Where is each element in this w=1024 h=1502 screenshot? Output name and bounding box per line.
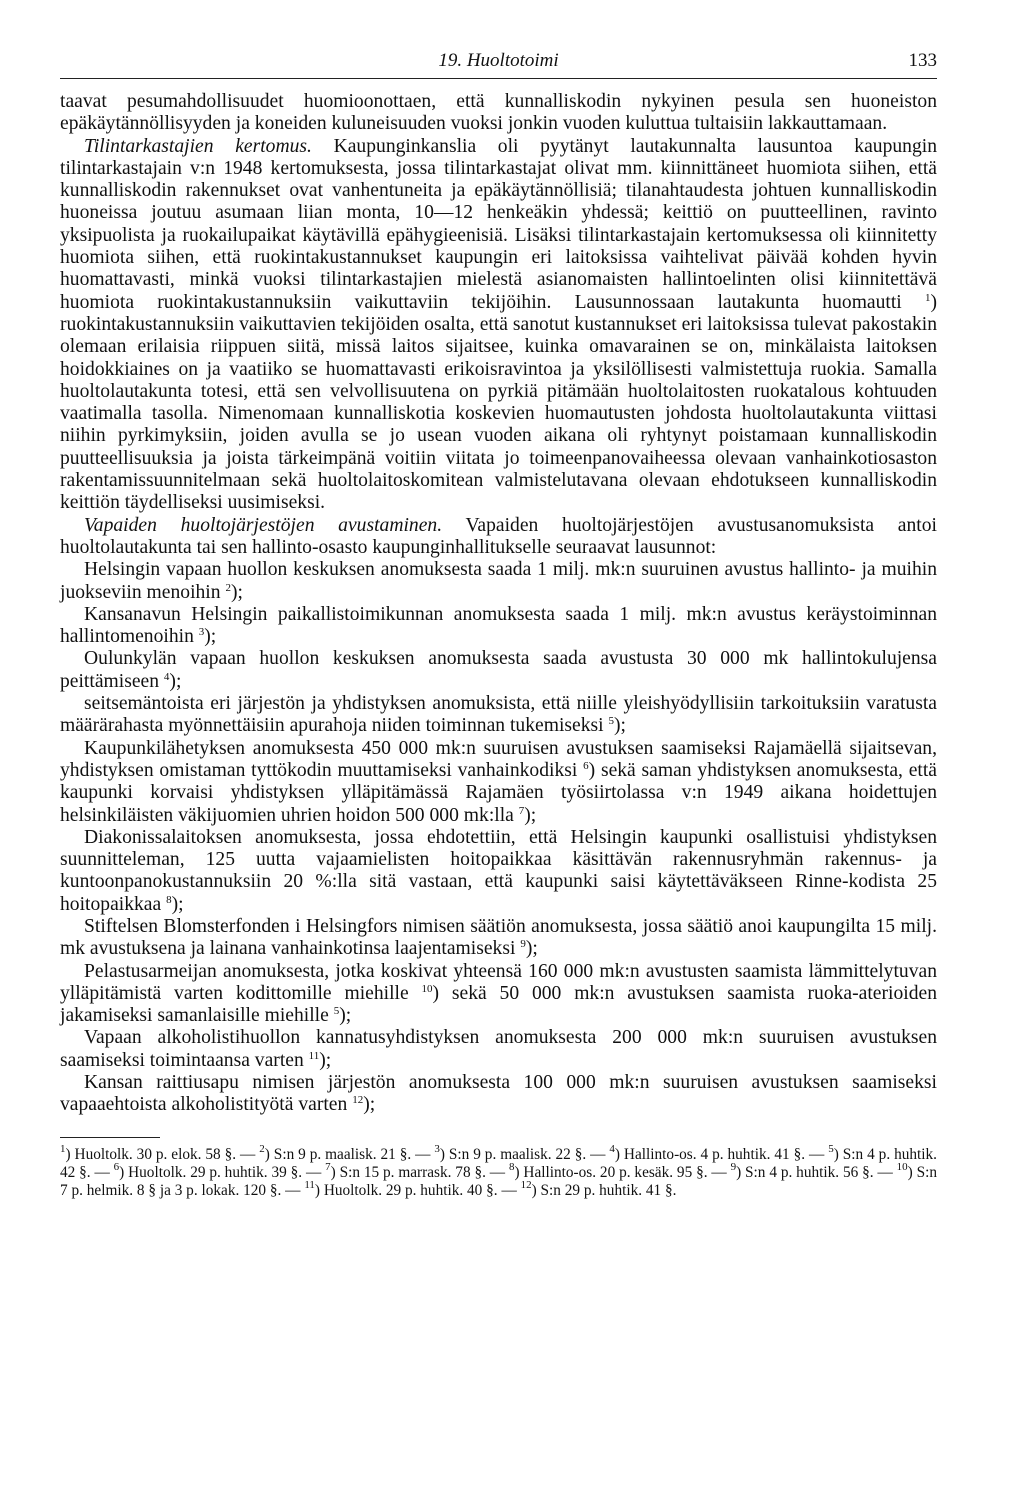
footnote-ref: 9	[520, 938, 526, 951]
item-text: Stiftelsen Blomsterfonden i Helsingfors nimisen säätiön anomuksesta, jossa säätiö anoi kaupungilta 15 milj. mk avustuksena ja lainana vanhainkotinsa laajentamiseksi	[60, 915, 937, 960]
footnote-ref: 8	[166, 893, 172, 906]
list-item	[60, 1027, 937, 1072]
footnote-ref: 7	[518, 804, 525, 817]
footnote	[434, 1142, 610, 1163]
item-text: Vapaan alkoholistihuollon kannatusyhdistyksen anomuksesta 200 000 mk:n suuruisen avustuksen saamiseksi toimintaansa varten	[60, 1027, 937, 1071]
statement-list	[60, 559, 937, 1116]
footnote-number: 2	[259, 1142, 265, 1155]
footnote-text: ) S:n 7 p. helmik. 8 § ja 3 p. lokak. 120 §. —	[60, 1163, 937, 1200]
page-number: 133	[908, 50, 937, 71]
paragraph	[60, 91, 937, 136]
item-text: );	[169, 670, 182, 692]
footnote	[730, 1160, 897, 1181]
item-text: Kansan raittiusapu nimisen järjestön anomuksesta 100 000 mk:n suuruisen avustuksen saamiseksi vapaaehtoista alkoholistityötä varten	[60, 1072, 937, 1116]
footnote-text: ) Huoltolk. 29 p. huhtik. 40 §. —	[314, 1182, 521, 1200]
footnote-number: 4	[609, 1142, 615, 1155]
footnote-number: 5	[828, 1142, 834, 1155]
footnote	[60, 1142, 260, 1163]
footnote-text: ) Hallinto-os. 4 p. huhtik. 41 §. —	[614, 1145, 829, 1163]
footnote-text: ) S:n 9 p. maalisk. 21 §. —	[264, 1145, 435, 1163]
paragraph-text: Kaupunginkanslia oli pyytänyt lautakunnalta lausuntoa kaupungin tilintarkastajain v:n 1948 kertomuksesta, jossa tilintarkastajat olivat mm. kiinnittäneet huomiota siihen, että kunnalliskodin rakennukset ovat vanhentuneita ja epäkäytännöllisiä; tilanahtaudesta johtuen kunnalliskodin huoneissa joutuu asumaan liian monta, 10—12 henkeäkin yhdessä; keittiö on puutteellinen, ravinto yksipuolista ja ruokailupaikat käytävillä epähygieenisiä. Lisäksi tilintarkastajain kertomuksessa oli kiinnitetty huomiota siihen, että ruokintakustannukset kaupungin eri laitoksissa vaihtelivat päivää kohden hyvin huomattavasti, minkä vuoksi tilintarkastajien mielestä asianomaisten hallintoelinten olisi kiinnitettävä huomiota ruokintakustannuksiin vaikuttaviin tekijöihin. Lausunnossaan lautakunta huomautti	[60, 135, 937, 313]
paragraph	[60, 515, 937, 560]
list-item	[60, 738, 937, 827]
item-text: ) sekä saman yhdistyksen anomuksesta, että kaupunki korvaisi yhdistyksen ylläpitämässä Rajamäen työsiirtolassa v:n 1949 aikana hoidettujen helsinkiläisten väkijuomien uhrien hoidon 500 000 mk:lla	[60, 759, 937, 826]
footnote	[609, 1142, 829, 1163]
item-text: Oulunkylän vapaan huollon keskuksen anomuksesta saada avustusta 30 000 mk hallintokulujensa peittämiseen	[60, 648, 937, 692]
item-text: Diakonissalaitoksen anomuksesta, jossa ehdotettiin, että Helsingin kaupunki osallistuisi yhdistyksen suunnitteleman, 125 uutta vajaamielisten hoitopaikkaa käsittävän rakennusryhmän rakennus- ja kuntoonpanokustannuksiin 20 %:lla sitä vastaan, että kaupunki saisi käytettäväkseen Rinne-kodista 25 hoitopaikkaa	[60, 826, 937, 915]
item-text: Pelastusarmeijan anomuksesta, jotka koskivat yhteensä 160 000 mk:n avustusten saamista lämmittelytuvan ylläpitämistä varten kodittomille miehille	[60, 960, 937, 1004]
footnote	[259, 1142, 435, 1163]
footnote-number: 7	[325, 1160, 331, 1173]
list-item	[60, 604, 937, 649]
footnote-rule	[60, 1137, 160, 1138]
footnote-ref: 3	[198, 626, 205, 639]
paragraph-text: Vapaiden huoltojärjestöjen avustusanomuksista antoi huoltolautakunta tai sen hallinto-osasto kaupunginhallitukselle seuraavat lausunnot:	[60, 514, 937, 558]
paragraph-text: taavat pesumahdollisuudet huomioonottaen, että kunnalliskodin nykyinen pesula sen huoneiston epäkäytännöllisyyden ja koneiden kuluneisuuden vuoksi jonkin vuoden kuluttua tultaisiin lakkauttamaan.	[60, 91, 937, 135]
footnote	[325, 1160, 509, 1181]
list-item	[60, 648, 937, 693]
item-text: );	[363, 1094, 376, 1116]
footnotes	[60, 1142, 938, 1201]
chapter-title: 19. Huoltotoimi	[438, 50, 559, 71]
section-heading: Tilintarkastajien kertomus.	[84, 135, 312, 157]
item-text: Kaupunkilähetyksen anomuksesta 450 000 mk:n suuruisen avustuksen saamiseksi Rajamäellä sijaitsevan, yhdistyksen omistaman tyttökodin muuttamiseksi vanhainkodiksi	[60, 737, 937, 781]
paragraph-text: ) ruokintakustannuksiin vaikuttavien tekijöiden osalta, että sanotut kustannukset eri laitoksissa tulevat pakostakin olemaan erilaisia riippuen siitä, missä laitos sijaitsee, kuinka omavarainen se on, minkälaista laitoksen hoidokkiaines on ja vaatiiko se huomattavasti erikoisravintoa ja yksilöllisesti valmistettuja ruokia. Samalla huoltolautakunta totesi, että sen velvollisuutena on pyrkiä pitämään huoltolaitosten ruokatalous kohtuuden vaatimalla tasolla. Nimenomaan kunnalliskotia koskevien huomautusten johdosta huoltolautakunta viittasi niihin pyrkimyksiin, joiden avulla se jo usean vuoden aikana oli ryhtynyt poistamaan kunnalliskodin puutteellisuuksia ja joista tärkeimpänä voitiin viitata jo toimeenpanovaiheessa olevaan vanhainkotiosaston rakentamissuunnitelmaan sekä huoltolaitoskomitean valmistelutavana olevaan ehdotukseen kunnalliskodin keittiön täydelliseksi uusimiseksi.	[60, 291, 937, 514]
document-page	[60, 48, 937, 1200]
footnote-text: ) S:n 29 p. huhtik. 41 §.	[531, 1182, 677, 1200]
footnote-ref: 12	[352, 1094, 364, 1107]
footnote	[508, 1160, 731, 1181]
footnote-number: 6	[113, 1160, 120, 1173]
list-item	[60, 559, 937, 604]
item-text: );	[171, 893, 184, 915]
footnote-number: 8	[508, 1160, 515, 1173]
list-item	[60, 693, 937, 738]
running-header	[60, 48, 937, 79]
section-heading: Vapaiden huoltojärjestöjen avustaminen.	[84, 514, 443, 536]
footnote-text: ) S:n 4 p. huhtik. 42 §. —	[60, 1145, 938, 1181]
item-text: Kansanavun Helsingin paikallistoimikunnan anomuksesta saada 1 milj. mk:n avustus keräystoiminnan hallintomenoihin	[60, 603, 937, 648]
footnote-text: ) Huoltolk. 29 p. huhtik. 39 §. —	[119, 1163, 326, 1181]
item-text: );	[525, 938, 538, 960]
list-item	[60, 916, 937, 961]
footnote-number: 11	[304, 1179, 315, 1192]
list-item	[60, 1072, 937, 1117]
footnote-ref: 1	[924, 291, 931, 304]
list-item	[60, 827, 937, 916]
footnote	[113, 1160, 326, 1181]
footnote-ref: 10	[421, 982, 433, 995]
footnote-number: 3	[434, 1142, 440, 1155]
item-text: );	[524, 804, 537, 826]
footnote-number: 1	[60, 1142, 66, 1155]
body-text	[60, 91, 937, 1117]
footnote-ref: 4	[163, 670, 170, 683]
item-text: );	[339, 1005, 352, 1027]
footnote-text: ) S:n 4 p. huhtik. 56 §. —	[736, 1163, 897, 1181]
footnote-text: ) S:n 15 p. marrask. 78 §. —	[330, 1163, 509, 1181]
footnote-ref: 11	[308, 1049, 320, 1062]
footnote-ref: 2	[225, 581, 231, 594]
list-item	[60, 961, 937, 1028]
item-text: );	[319, 1049, 332, 1071]
footnote-text: ) Hallinto-os. 20 p. kesäk. 95 §. —	[514, 1163, 731, 1181]
footnote-text: ) S:n 9 p. maalisk. 22 §. —	[439, 1145, 610, 1163]
footnote	[520, 1179, 677, 1200]
footnote	[304, 1179, 521, 1200]
footnote-text: ) Huoltolk. 30 p. elok. 58 §. —	[65, 1145, 260, 1163]
paragraph	[60, 136, 937, 515]
item-text: ) sekä 50 000 mk:n avustuksen saamista ruoka-aterioiden jakamiseksi samanlaisille miehille	[60, 982, 937, 1027]
footnote-number: 10	[896, 1160, 908, 1173]
footnote-number: 12	[520, 1179, 532, 1192]
footnote-ref: 5	[333, 1005, 340, 1018]
footnote-ref: 5	[608, 715, 614, 728]
item-text: );	[230, 581, 243, 603]
footnote-number: 9	[730, 1160, 737, 1173]
item-text: );	[613, 715, 626, 737]
footnote-ref: 6	[583, 759, 589, 772]
item-text: Helsingin vapaan huollon keskuksen anomuksesta saada 1 milj. mk:n suuruinen avustus hallinto- ja muihin juokseviin menoihin	[60, 559, 937, 603]
item-text: seitsemäntoista eri järjestön ja yhdistyksen anomuksista, että niille yleishyödyllisiin tarkoituksiin varatusta määrärahasta myönnettäisiin apurahoja niiden toiminnan tukemiseksi	[60, 693, 937, 737]
item-text: );	[204, 626, 217, 648]
